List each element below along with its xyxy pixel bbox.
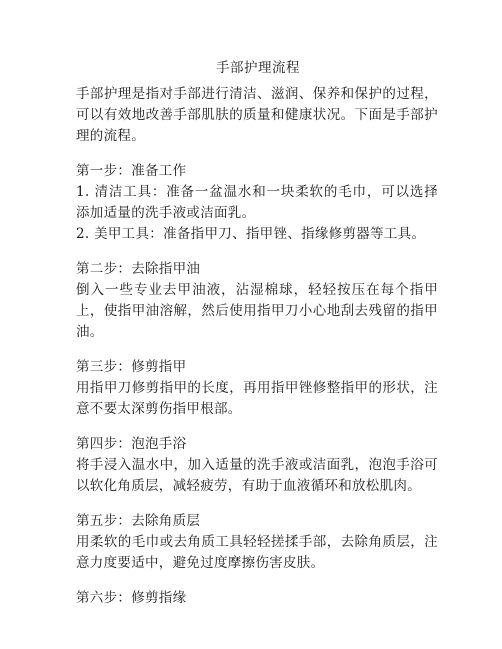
section-paragraph: 2. 美甲工具：准备指甲刀、指甲锉、指缘修剪器等工具。 (76, 226, 426, 242)
section-heading: 第四步：泡泡手浴 (76, 436, 187, 452)
section-heading: 第三步：修剪指甲 (76, 359, 187, 375)
section-heading: 第二步：去除指甲油 (76, 261, 201, 277)
document-title: 手部护理流程 (216, 60, 300, 76)
section-prep (76, 161, 438, 245)
section-paragraph: 用指甲刀修剪指甲的长度，再用指甲锉修整指甲的形状，注意不要太深剪伤指甲根部。 (76, 380, 438, 417)
intro-paragraph: 手部护理是指对手部进行清洁、滋润、保养和保护的过程，可以有效地改善手部肌肤的质量和健康状况。下面是手部护理的流程。 (76, 86, 438, 144)
section-paragraph: 用柔软的毛巾或去角质工具轻轻搓揉手部，去除角质层，注意力度要适中，避免过度摩擦伤害皮肤。 (76, 534, 438, 571)
section-exfoliate (76, 511, 438, 574)
section-trim-cuticles (76, 588, 438, 609)
section-paragraph: 1. 清洁工具：准备一盆温水和一块柔软的毛巾，可以选择添加适量的洗手液或洁面乳。 (76, 184, 438, 221)
section-heading: 第一步：准备工作 (76, 163, 187, 179)
section-heading: 第五步：去除角质层 (76, 513, 201, 529)
section-paragraph: 将手浸入温水中，加入适量的洗手液或洁面乳，泡泡手浴可以软化角质层，减轻疲劳，有助于血液循环和放松肌肉。 (76, 457, 438, 494)
section-trim-nails (76, 357, 438, 420)
section-remove-polish (76, 259, 438, 343)
section-heading: 第六步：修剪指缘 (76, 590, 187, 606)
section-paragraph: 倒入一些专业去甲油液，沾湿棉球，轻轻按压在每个指甲上，使指甲油溶解，然后使用指甲刀小心地刮去残留的指甲油。 (76, 282, 438, 340)
section-hand-soak (76, 434, 438, 497)
